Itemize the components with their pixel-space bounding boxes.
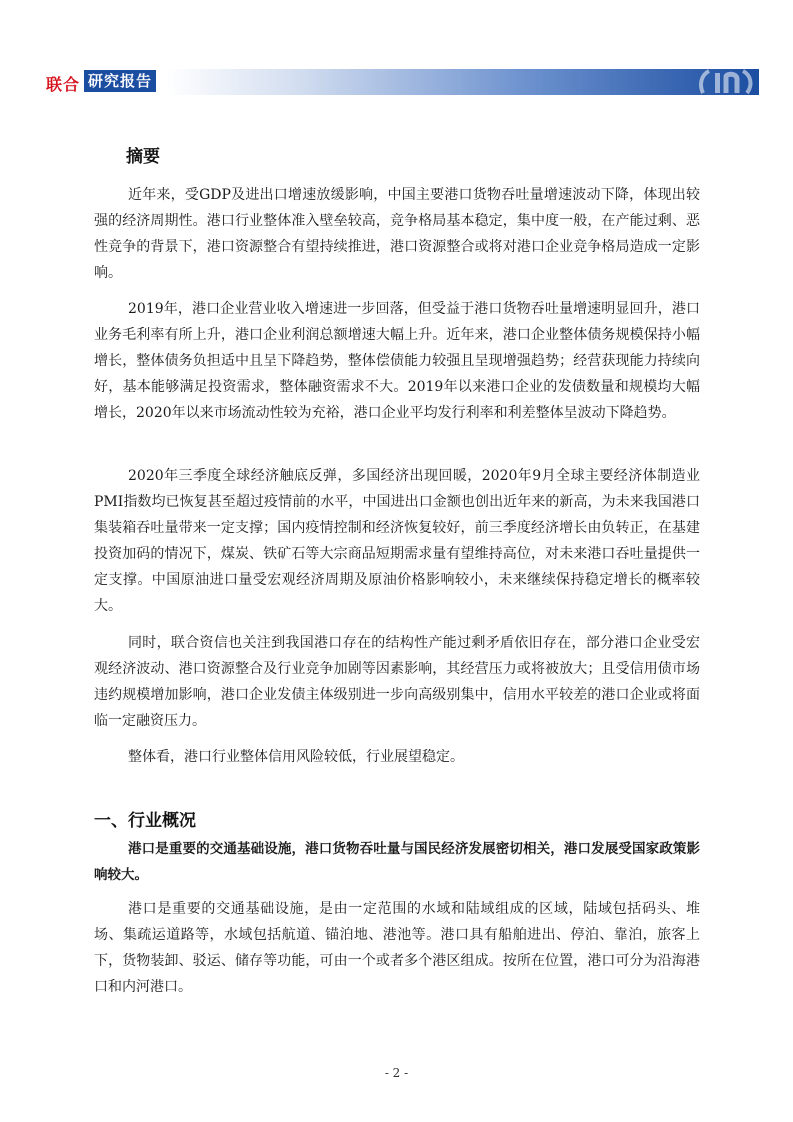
brand-lianhe: 联合	[46, 75, 81, 94]
section-bold-summary: 港口是重要的交通基础设施，港口货物吞吐量与国民经济发展密切相关，港口发展受国家政策影响较大。	[94, 841, 700, 883]
section-heading-industry-overview: 一、行业概况	[94, 811, 196, 831]
abstract-paragraph-1: 近年来，受GDP及进出口增速放缓影响，中国主要港口货物吞吐量增速波动下降，体现出较强的经济周期性。港口行业整体准入壁垒较高，竞争格局基本稳定，集中度一般，在产能过剩、恶性竞争的背景下，港口资源整合有望持续推进，港口资源整合或将对港口企业竞争格局造成一定影响。	[94, 187, 700, 281]
header-gradient-bar	[166, 69, 759, 95]
watermark-logo-icon	[693, 69, 757, 95]
abstract-paragraph-5: 整体看，港口行业整体信用风险较低，行业展望稳定。	[128, 749, 464, 765]
section-paragraph-1: 港口是重要的交通基础设施，是由一定范围的水域和陆域组成的区域，陆域包括码头、堆场、集疏运道路等，水域包括航道、锚泊地、港池等。港口具有船舶进出、停泊、靠泊，旅客上下，货物装卸、驳运、储存等功能，可由一个或者多个港区组成。按所在位置，港口可分为沿海港口和内河港口。	[94, 901, 700, 995]
abstract-heading: 摘要	[126, 147, 160, 167]
page-number: - 2 -	[384, 1066, 409, 1080]
brand-research-report: 研究报告	[84, 70, 156, 92]
report-header	[0, 67, 793, 97]
abstract-paragraph-4: 同时，联合资信也关注到我国港口存在的结构性产能过剩矛盾依旧存在，部分港口企业受宏观经济波动、港口资源整合及行业竞争加剧等因素影响，其经营压力或将被放大；且受信用债市场违约规模增加影响，港口企业发债主体级别进一步向高级别集中，信用水平较差的港口企业或将面临一定融资压力。	[94, 635, 700, 729]
abstract-paragraph-3: 2020年三季度全球经济触底反弹，多国经济出现回暖，2020年9月全球主要经济体制造业PMI指数均已恢复甚至超过疫情前的水平，中国进出口金额也创出近年来的新高，为未来我国港口集装箱吞吐量带来一定支撑；国内疫情控制和经济恢复较好，前三季度经济增长由负转正，在基建投资加码的情况下，煤炭、铁矿石等大宗商品短期需求量有望维持高位，对未来港口吞吐量提供一定支撑。中国原油进口量受宏观经济周期及原油价格影响较小，未来继续保持稳定增长的概率较大。	[94, 468, 700, 614]
abstract-paragraph-2: 2019年，港口企业营业收入增速进一步回落，但受益于港口货物吞吐量增速明显回升，港口业务毛利率有所上升，港口企业利润总额增速大幅上升。近年来，港口企业整体债务规模保持小幅增长，整体债务负担适中且呈下降趋势，整体偿债能力较强且呈现增强趋势；经营获现能力持续向好，基本能够满足投资需求，整体融资需求不大。2019年以来港口企业的发债数量和规模均大幅增长，2020年以来市场流动性较为充裕，港口企业平均发行利率和利差整体呈波动下降趋势。	[94, 301, 700, 421]
